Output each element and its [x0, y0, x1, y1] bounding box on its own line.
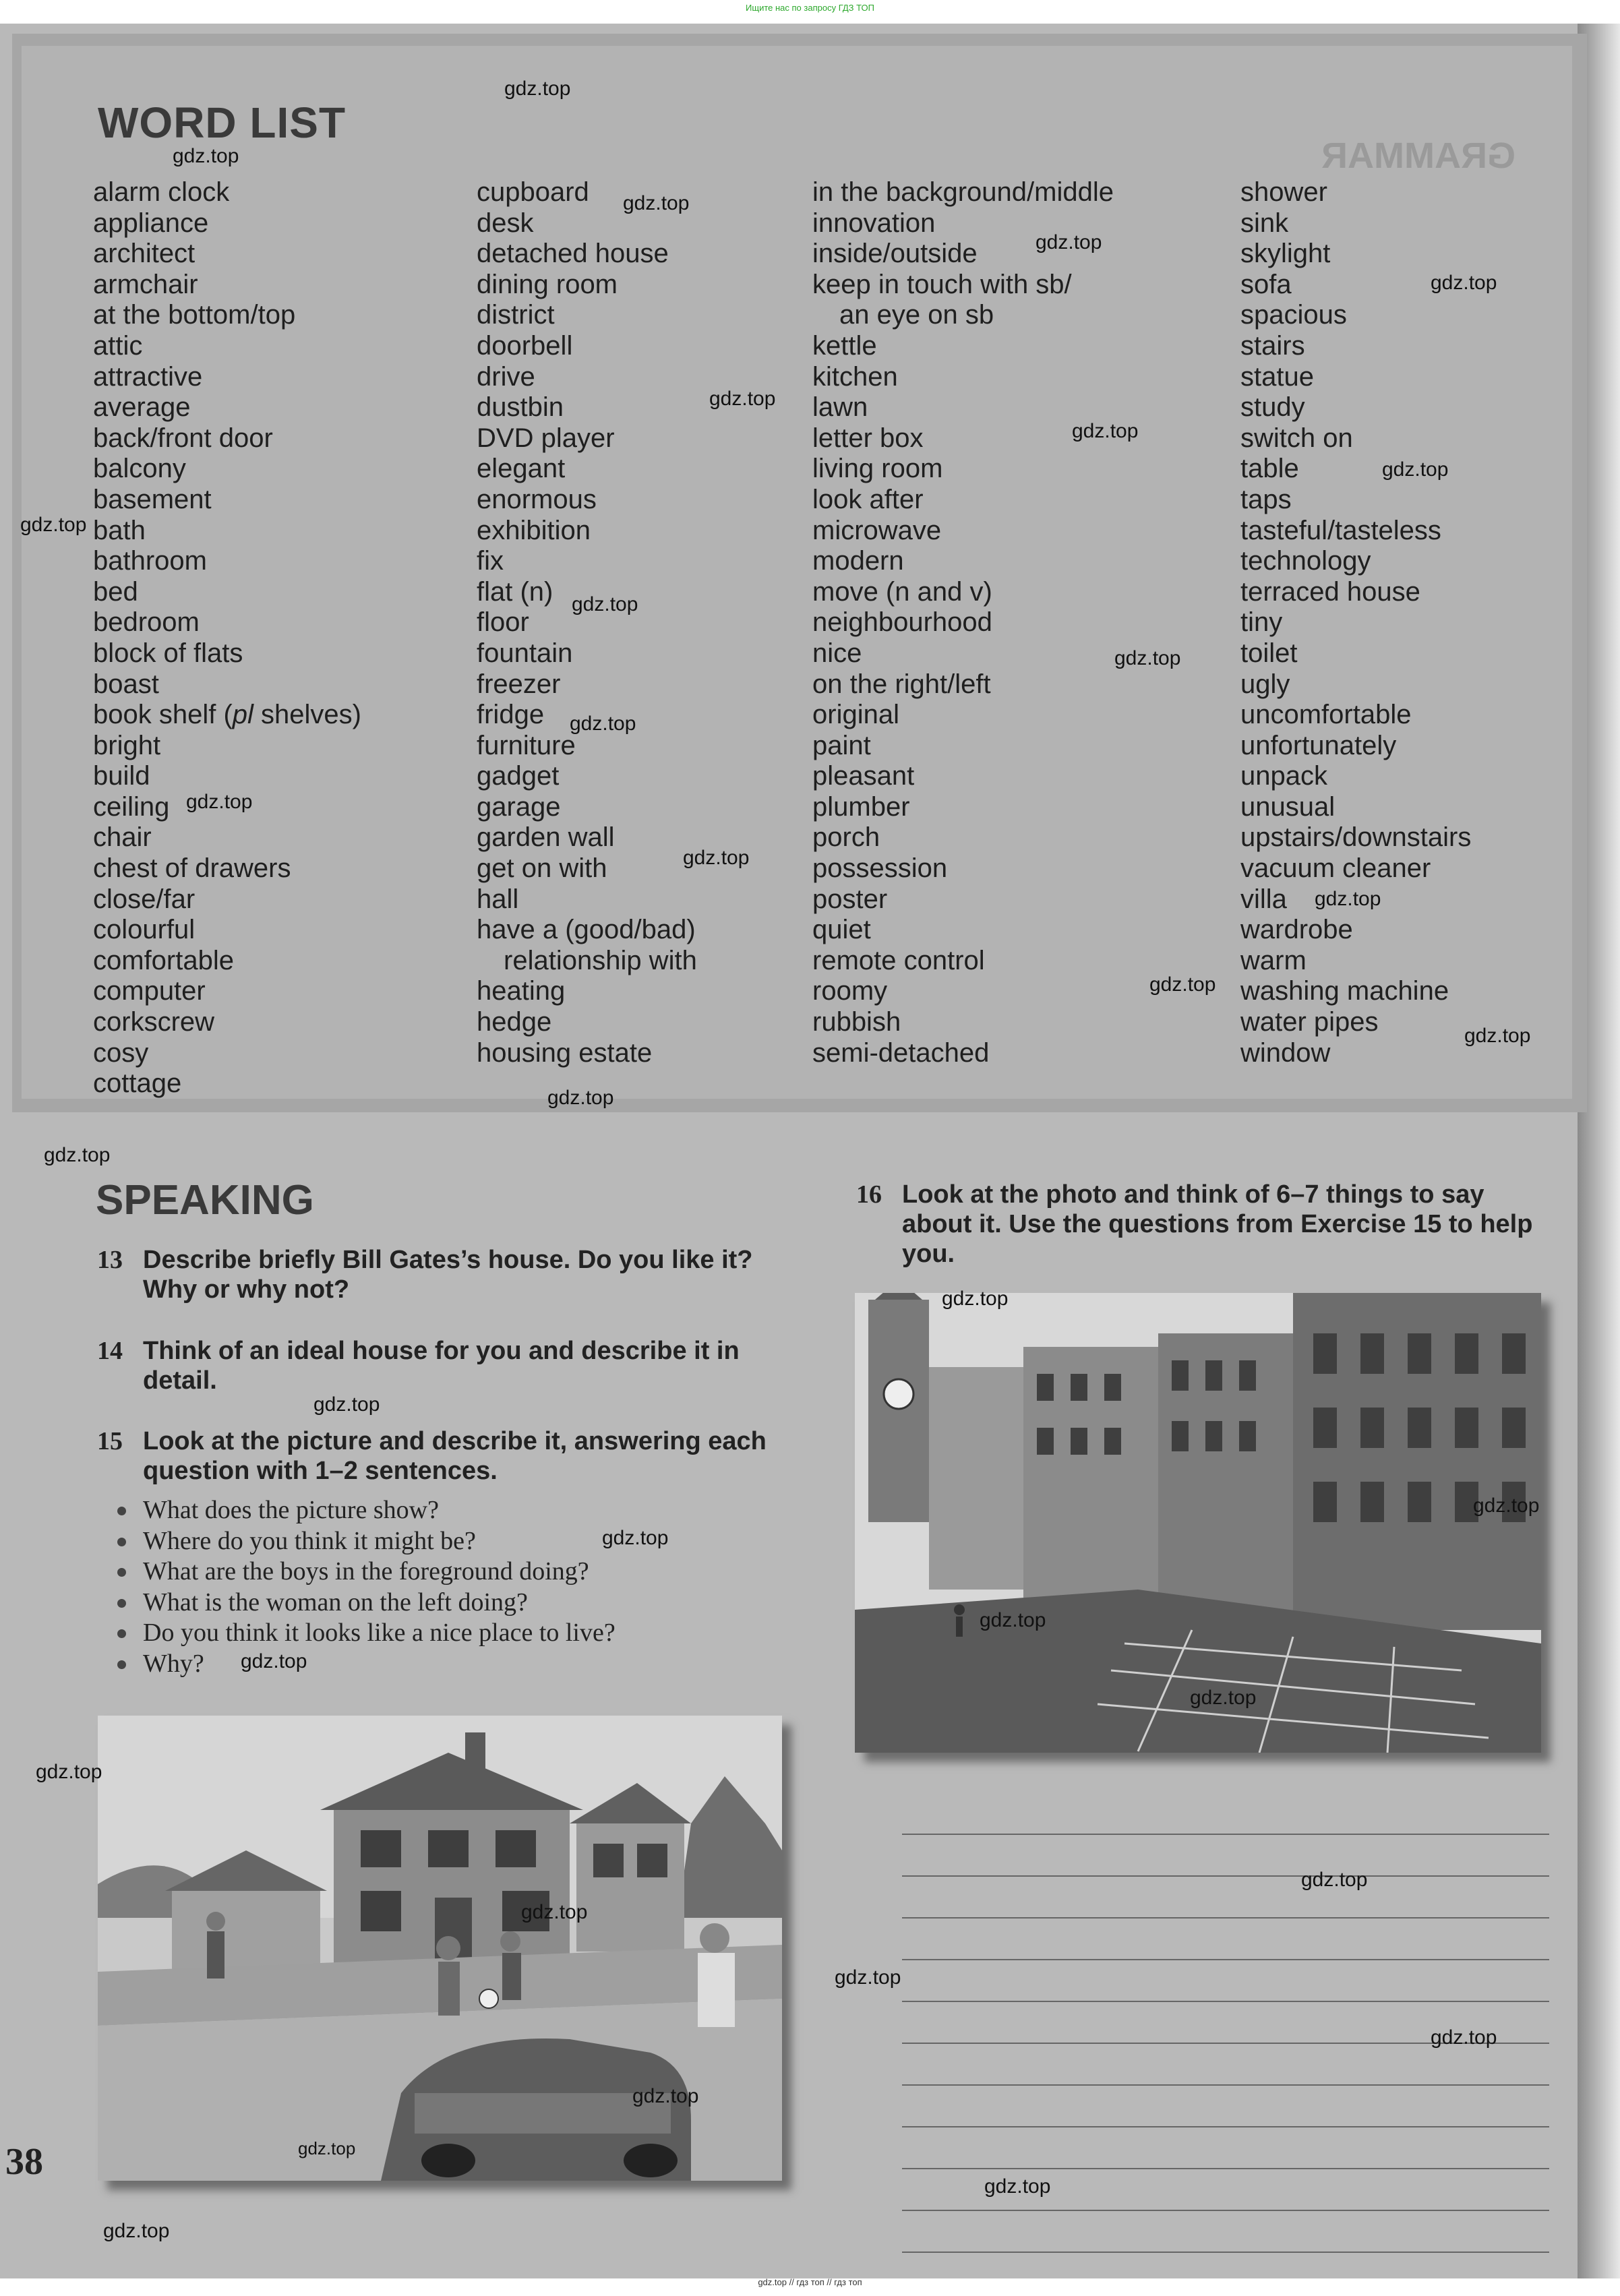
- word-item: on the right/left: [812, 669, 991, 699]
- word-item: vacuum cleaner: [1240, 853, 1431, 884]
- word-item: window: [1240, 1037, 1331, 1068]
- word-item: inside/outside: [812, 239, 978, 269]
- watermark: gdz.top: [504, 78, 571, 100]
- answer-line: [902, 1793, 1549, 1835]
- word-item: pleasant: [812, 761, 915, 791]
- word-item: an eye on sb: [839, 300, 994, 330]
- watermark: gdz.top: [1431, 2026, 1497, 2049]
- task-16-number: 16: [856, 1180, 882, 1209]
- ghost-heading-grammar: GRAMMAR: [1321, 135, 1516, 176]
- task-13-number: 13: [97, 1246, 123, 1274]
- word-item: colourful: [93, 915, 196, 945]
- word-item: fountain: [477, 638, 573, 668]
- watermark: gdz.top: [1149, 973, 1216, 996]
- word-item: detached house: [477, 239, 669, 269]
- word-item: washing machine: [1240, 976, 1449, 1006]
- word-item: sink: [1240, 208, 1289, 238]
- word-item: floor: [477, 607, 529, 638]
- task-13: [97, 1245, 790, 1304]
- watermark: gdz.top: [173, 145, 239, 167]
- watermark: gdz.top: [632, 2085, 699, 2107]
- word-item: at the bottom/top: [93, 300, 296, 330]
- word-item: look after: [812, 484, 924, 514]
- word-item: in the background/middle: [812, 177, 1114, 207]
- watermark: gdz.top: [186, 791, 253, 813]
- word-item: uncomfortable: [1240, 700, 1412, 730]
- task-15-number: 15: [97, 1427, 123, 1455]
- word-item: bath: [93, 515, 146, 545]
- word-item: kettle: [812, 330, 877, 361]
- word-item: semi-detached: [812, 1037, 990, 1068]
- watermark: gdz.top: [683, 847, 750, 869]
- word-item: attic: [93, 330, 143, 361]
- word-item: taps: [1240, 484, 1292, 514]
- word-item: hall: [477, 884, 519, 914]
- question-item: Where do you think it might be?: [115, 1526, 616, 1557]
- word-item: stairs: [1240, 330, 1305, 361]
- watermark: gdz.top: [1473, 1494, 1540, 1517]
- watermark: gdz.top: [572, 593, 638, 615]
- word-item: possession: [812, 853, 948, 884]
- word-item: chair: [93, 822, 152, 853]
- word-item: rubbish: [812, 1007, 901, 1037]
- suburban-street-illustration: [98, 1716, 782, 2181]
- word-item: block of flats: [93, 638, 243, 668]
- word-item: villa: [1240, 884, 1287, 914]
- word-item: hedge: [477, 1007, 552, 1037]
- word-item: water pipes: [1240, 1007, 1379, 1037]
- word-item: district: [477, 300, 555, 330]
- word-item: drive: [477, 361, 535, 392]
- word-item: cupboard: [477, 177, 589, 207]
- answer-line: [902, 2211, 1549, 2253]
- speaking-title: SPEAKING: [96, 1177, 314, 1223]
- watermark: gdz.top: [44, 1144, 111, 1166]
- word-item: desk: [477, 208, 534, 238]
- word-item: wardrobe: [1240, 915, 1353, 945]
- word-item: quiet: [812, 915, 871, 945]
- word-item: toilet: [1240, 638, 1298, 668]
- task-15-questions: [115, 1495, 616, 1679]
- word-item: close/far: [93, 884, 196, 914]
- word-item: cottage: [93, 1068, 182, 1099]
- word-item: unpack: [1240, 761, 1327, 791]
- word-item: exhibition: [477, 515, 591, 545]
- watermark: gdz.top: [1431, 272, 1497, 294]
- word-item: letter box: [812, 423, 924, 453]
- word-item: elegant: [477, 454, 566, 484]
- word-item: balcony: [93, 454, 186, 484]
- word-item: back/front door: [93, 423, 273, 453]
- word-item: sofa: [1240, 269, 1292, 299]
- word-item: housing estate: [477, 1037, 653, 1068]
- word-item: heating: [477, 976, 566, 1006]
- watermark: gdz.top: [1315, 888, 1381, 910]
- watermark: gdz.top: [313, 1393, 380, 1416]
- word-item: statue: [1240, 361, 1314, 392]
- watermark: gdz.top: [20, 514, 87, 536]
- word-item: bright: [93, 730, 161, 760]
- word-item: dustbin: [477, 392, 564, 423]
- page-number: 38: [5, 2141, 43, 2183]
- watermark: gdz.top: [36, 1761, 102, 1783]
- word-item: DVD player: [477, 423, 615, 453]
- word-item: table: [1240, 454, 1299, 484]
- answer-line: [902, 1960, 1549, 2002]
- word-item: cosy: [93, 1037, 149, 1068]
- word-item: ugly: [1240, 669, 1290, 699]
- word-item: kitchen: [812, 361, 898, 392]
- word-item: nice: [812, 638, 862, 668]
- word-item: architect: [93, 239, 196, 269]
- word-item: skylight: [1240, 239, 1331, 269]
- watermark: gdz.top: [623, 192, 690, 214]
- word-column-1: [93, 177, 361, 1099]
- word-item: ceiling: [93, 791, 170, 822]
- word-item: dining room: [477, 269, 618, 299]
- watermark: gdz.top: [1301, 1869, 1368, 1891]
- question-item: Why?: [115, 1649, 616, 1680]
- answer-line: [902, 2086, 1549, 2127]
- word-item: porch: [812, 822, 880, 853]
- word-item: fix: [477, 546, 504, 576]
- task-14: [97, 1336, 790, 1395]
- word-item: flat (n): [477, 576, 553, 607]
- word-item: basement: [93, 484, 212, 514]
- word-item: build: [93, 761, 150, 791]
- word-item: computer: [93, 976, 206, 1006]
- answer-line: [902, 1835, 1549, 1877]
- word-item: microwave: [812, 515, 942, 545]
- word-item: garden wall: [477, 822, 615, 853]
- task-16: [856, 1180, 1549, 1269]
- word-item: tiny: [1240, 607, 1283, 638]
- watermark: gdz.top: [1114, 647, 1181, 669]
- word-item: switch on: [1240, 423, 1353, 453]
- word-item: boast: [93, 669, 159, 699]
- word-column-4: [1240, 177, 1471, 1068]
- answer-line: [902, 2127, 1549, 2169]
- word-item: study: [1240, 392, 1305, 423]
- word-item: keep in touch with sb/: [812, 269, 1072, 299]
- watermark: gdz.top: [835, 1966, 901, 1989]
- watermark: gdz.top: [1072, 420, 1139, 442]
- word-item: warm: [1240, 945, 1307, 975]
- watermark: gdz.top: [298, 2138, 356, 2158]
- word-item: garage: [477, 791, 561, 822]
- word-item: living room: [812, 454, 943, 484]
- word-column-2: [477, 177, 697, 1068]
- word-item: bedroom: [93, 607, 200, 638]
- watermark: gdz.top: [521, 1901, 588, 1923]
- watermark: gdz.top: [984, 2175, 1051, 2198]
- watermark: gdz.top: [1036, 231, 1102, 253]
- word-item: armchair: [93, 269, 198, 299]
- word-item: furniture: [477, 730, 576, 760]
- watermark: gdz.top: [942, 1288, 1009, 1310]
- word-item: spacious: [1240, 300, 1347, 330]
- task-15: [97, 1426, 790, 1486]
- word-item: gadget: [477, 761, 560, 791]
- word-item: terraced house: [1240, 576, 1420, 607]
- word-item: average: [93, 392, 191, 423]
- watermark: gdz.top: [602, 1527, 669, 1549]
- word-item: remote control: [812, 945, 985, 975]
- word-item: modern: [812, 546, 904, 576]
- word-item: freezer: [477, 669, 561, 699]
- word-item: lawn: [812, 392, 868, 423]
- word-item: bathroom: [93, 546, 207, 576]
- task-16-text: Look at the photo and think of 6–7 things to say about it. Use the questions from Exercise 15 to help you.: [902, 1180, 1533, 1268]
- word-item: plumber: [812, 791, 910, 822]
- word-item: book shelf (pl shelves): [93, 700, 361, 730]
- task-14-text: Think of an ideal house for you and describe it in detail.: [143, 1337, 740, 1395]
- word-item: move (n and v): [812, 576, 992, 607]
- task-13-text: Describe briefly Bill Gates’s house. Do you like it? Why or why not?: [143, 1246, 753, 1304]
- question-item: What are the boys in the foreground doing?: [115, 1557, 616, 1588]
- top-banner: Ищите нас по запросу ГДЗ ТОП: [746, 3, 874, 13]
- task-14-number: 14: [97, 1337, 123, 1365]
- watermark: gdz.top: [103, 2220, 170, 2242]
- word-column-3: [812, 177, 1114, 1068]
- word-item: tasteful/tasteless: [1240, 515, 1441, 545]
- word-item: paint: [812, 730, 871, 760]
- word-item: innovation: [812, 208, 936, 238]
- word-item: enormous: [477, 484, 597, 514]
- word-item: corkscrew: [93, 1007, 215, 1037]
- word-item: relationship with: [504, 945, 697, 975]
- word-item: appliance: [93, 208, 209, 238]
- word-item: neighbourhood: [812, 607, 992, 638]
- word-item: get on with: [477, 853, 607, 884]
- watermark: gdz.top: [1190, 1687, 1257, 1709]
- city-street-photo: [855, 1293, 1541, 1753]
- word-item: poster: [812, 884, 888, 914]
- word-item: upstairs/downstairs: [1240, 822, 1472, 853]
- watermark: gdz.top: [1464, 1025, 1531, 1047]
- question-item: What does the picture show?: [115, 1495, 616, 1526]
- answer-line: [902, 1919, 1549, 1960]
- word-item: fridge: [477, 700, 545, 730]
- word-item: bed: [93, 576, 138, 607]
- watermark: gdz.top: [241, 1650, 307, 1672]
- word-item: original: [812, 700, 899, 730]
- bottom-banner: gdz.top // гдз топ // гдз топ: [758, 2277, 862, 2287]
- word-item: unfortunately: [1240, 730, 1397, 760]
- task-15-text: Look at the picture and describe it, answering each question with 1–2 sentences.: [143, 1427, 767, 1485]
- word-item: roomy: [812, 976, 888, 1006]
- watermark: gdz.top: [1382, 458, 1449, 481]
- watermark: gdz.top: [570, 713, 636, 735]
- answer-line: [902, 1877, 1549, 1919]
- word-item: shower: [1240, 177, 1327, 207]
- word-item: attractive: [93, 361, 203, 392]
- answer-line: [902, 2044, 1549, 2086]
- word-item: chest of drawers: [93, 853, 291, 884]
- word-item: unusual: [1240, 791, 1336, 822]
- word-list-title: WORD LIST: [98, 98, 347, 147]
- watermark: gdz.top: [547, 1087, 614, 1109]
- watermark: gdz.top: [709, 388, 776, 410]
- question-item: Do you think it looks like a nice place to live?: [115, 1618, 616, 1649]
- word-item: doorbell: [477, 330, 573, 361]
- word-item: technology: [1240, 546, 1371, 576]
- question-item: What is the woman on the left doing?: [115, 1588, 616, 1619]
- watermark: gdz.top: [980, 1609, 1046, 1631]
- word-item: comfortable: [93, 945, 234, 975]
- word-item: alarm clock: [93, 177, 230, 207]
- word-item: have a (good/bad): [477, 915, 696, 945]
